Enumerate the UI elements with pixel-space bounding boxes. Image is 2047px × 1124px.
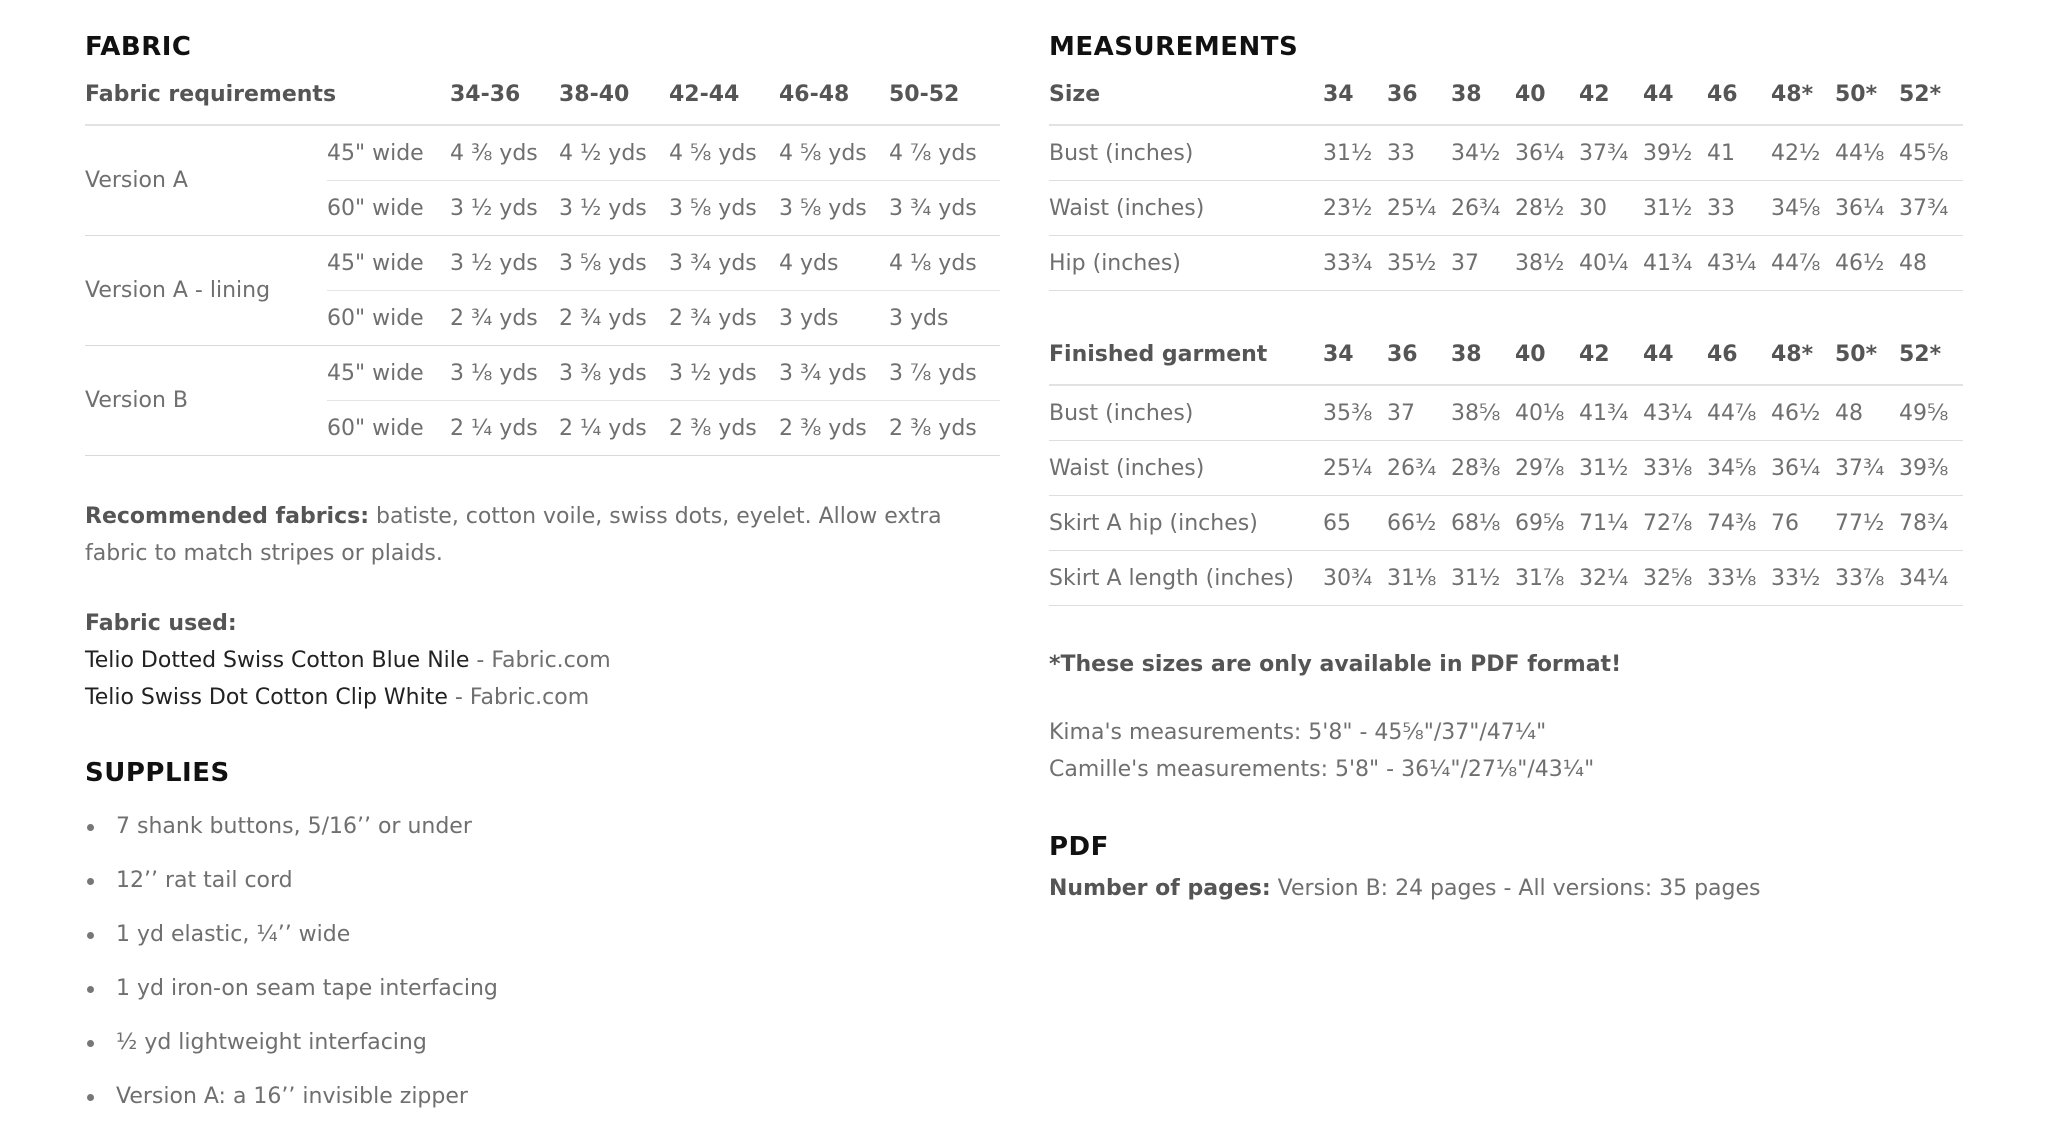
table-row bbox=[85, 236, 1000, 291]
table-cell: 3 ⅝ yds bbox=[559, 236, 669, 291]
table-cell: 3 ½ yds bbox=[450, 181, 559, 236]
supplies-list bbox=[85, 800, 498, 1124]
table-cell: 23½ bbox=[1323, 181, 1387, 236]
row-label: Bust (inches) bbox=[1049, 125, 1323, 181]
table-cell: 32¼ bbox=[1579, 551, 1643, 606]
fabric-link[interactable]: Telio Dotted Swiss Cotton Blue Nile bbox=[85, 648, 470, 673]
table-cell: 2 ¼ yds bbox=[559, 401, 669, 456]
fabric-used bbox=[85, 605, 985, 716]
table-cell: 37¾ bbox=[1899, 181, 1963, 236]
fabric-width: 45" wide bbox=[327, 125, 450, 181]
fabric-heading: FABRIC bbox=[85, 32, 192, 62]
size-header: 52* bbox=[1899, 338, 1963, 385]
table-cell: 3 ¾ yds bbox=[779, 346, 889, 401]
table-cell: 33⅛ bbox=[1643, 441, 1707, 496]
table-row bbox=[1049, 441, 1963, 496]
table-cell: 46½ bbox=[1835, 236, 1899, 291]
table-cell: 71¼ bbox=[1579, 496, 1643, 551]
table-cell: 39½ bbox=[1643, 125, 1707, 181]
table-cell: 31½ bbox=[1323, 125, 1387, 181]
size-header: 36 bbox=[1387, 338, 1451, 385]
table-cell: 3 ¾ yds bbox=[669, 236, 779, 291]
table-cell: 40⅛ bbox=[1515, 385, 1579, 441]
size-header: 50* bbox=[1835, 78, 1899, 125]
table-cell: 33¾ bbox=[1323, 236, 1387, 291]
table-cell: 43¼ bbox=[1707, 236, 1771, 291]
table-cell: 34⅝ bbox=[1771, 181, 1835, 236]
table-cell: 4 ½ yds bbox=[559, 125, 669, 181]
table-cell: 4 ⅜ yds bbox=[450, 125, 559, 181]
table-cell: 31⅛ bbox=[1387, 551, 1451, 606]
size-header: 46 bbox=[1707, 338, 1771, 385]
table-cell: 32⅝ bbox=[1643, 551, 1707, 606]
table-cell: 28½ bbox=[1515, 181, 1579, 236]
table-cell: 44⅞ bbox=[1707, 385, 1771, 441]
table-cell: 3 yds bbox=[889, 291, 1000, 346]
table-cell: 3 ½ yds bbox=[669, 346, 779, 401]
table-cell: 31½ bbox=[1451, 551, 1515, 606]
table-cell: 72⅞ bbox=[1643, 496, 1707, 551]
list-item: Version A: a 16’’ invisible zipper bbox=[85, 1070, 498, 1124]
table-cell: 41¾ bbox=[1579, 385, 1643, 441]
table-cell: 44⅞ bbox=[1771, 236, 1835, 291]
table-cell: 69⅝ bbox=[1515, 496, 1579, 551]
table-cell: 37¾ bbox=[1835, 441, 1899, 496]
table-cell: 30 bbox=[1579, 181, 1643, 236]
table-cell: 3 ½ yds bbox=[559, 181, 669, 236]
list-item: 1 yd iron-on seam tape interfacing bbox=[85, 962, 498, 1016]
fabric-table-header bbox=[85, 78, 1000, 125]
table-cell: 66½ bbox=[1387, 496, 1451, 551]
row-label: Skirt A hip (inches) bbox=[1049, 496, 1323, 551]
table-cell: 31½ bbox=[1579, 441, 1643, 496]
recommended-fabrics bbox=[85, 498, 985, 572]
table-cell: 35⅜ bbox=[1323, 385, 1387, 441]
size-header: 38 bbox=[1451, 338, 1515, 385]
fabric-size-header: 46-48 bbox=[779, 78, 889, 125]
table-row bbox=[85, 346, 1000, 401]
table-cell: 4 ⅞ yds bbox=[889, 125, 1000, 181]
table-cell: 29⅞ bbox=[1515, 441, 1579, 496]
row-label: Hip (inches) bbox=[1049, 236, 1323, 291]
version-label: Version B bbox=[85, 346, 327, 456]
table-cell: 46½ bbox=[1771, 385, 1835, 441]
fabric-used-item bbox=[85, 679, 985, 716]
table-cell: 26¾ bbox=[1387, 441, 1451, 496]
table-cell: 3 ⅞ yds bbox=[889, 346, 1000, 401]
fabric-width: 60" wide bbox=[327, 291, 450, 346]
table-cell: 76 bbox=[1771, 496, 1835, 551]
fabric-width: 45" wide bbox=[327, 236, 450, 291]
table-cell: 2 ¾ yds bbox=[669, 291, 779, 346]
model-measurements bbox=[1049, 714, 1949, 788]
table-cell: 33 bbox=[1387, 125, 1451, 181]
table-cell: 78¾ bbox=[1899, 496, 1963, 551]
table-cell: 38⅝ bbox=[1451, 385, 1515, 441]
table-cell: 38½ bbox=[1515, 236, 1579, 291]
table-row bbox=[1049, 385, 1963, 441]
fabric-link[interactable]: Telio Swiss Dot Cotton Clip White bbox=[85, 685, 448, 710]
size-header: 42 bbox=[1579, 338, 1643, 385]
table-cell: 4 ⅝ yds bbox=[669, 125, 779, 181]
measurements-heading: MEASUREMENTS bbox=[1049, 32, 1299, 62]
table-cell: 48 bbox=[1835, 385, 1899, 441]
table-cell: 37 bbox=[1387, 385, 1451, 441]
table-cell: 3 ½ yds bbox=[450, 236, 559, 291]
list-item: ½ yd lightweight interfacing bbox=[85, 1016, 498, 1070]
table-cell: 2 ¾ yds bbox=[559, 291, 669, 346]
fabric-size-header: 34-36 bbox=[450, 78, 559, 125]
table-cell: 40¼ bbox=[1579, 236, 1643, 291]
fabric-size-header: 42-44 bbox=[669, 78, 779, 125]
table-cell: 3 yds bbox=[779, 291, 889, 346]
table-cell: 3 ⅛ yds bbox=[450, 346, 559, 401]
table-cell: 48 bbox=[1899, 236, 1963, 291]
fabric-used-item bbox=[85, 642, 985, 679]
size-header: 36 bbox=[1387, 78, 1451, 125]
size-header: 38 bbox=[1451, 78, 1515, 125]
version-label: Version A bbox=[85, 125, 327, 236]
table-cell: 2 ¼ yds bbox=[450, 401, 559, 456]
table-cell: 41¾ bbox=[1643, 236, 1707, 291]
finished-header bbox=[1049, 338, 1963, 385]
table-cell: 31⅞ bbox=[1515, 551, 1579, 606]
table-cell: 2 ¾ yds bbox=[450, 291, 559, 346]
table-row bbox=[1049, 181, 1963, 236]
table-cell: 77½ bbox=[1835, 496, 1899, 551]
size-header: 42 bbox=[1579, 78, 1643, 125]
row-label: Waist (inches) bbox=[1049, 441, 1323, 496]
size-header: 50* bbox=[1835, 338, 1899, 385]
table-cell: 31½ bbox=[1643, 181, 1707, 236]
fabric-width: 60" wide bbox=[327, 401, 450, 456]
row-label: Skirt A length (inches) bbox=[1049, 551, 1323, 606]
table-cell: 33 bbox=[1707, 181, 1771, 236]
measurements-header bbox=[1049, 78, 1963, 125]
size-header: 40 bbox=[1515, 338, 1579, 385]
fabric-width: 45" wide bbox=[327, 346, 450, 401]
list-item: 1 yd elastic, ¼’’ wide bbox=[85, 908, 498, 962]
size-header: 40 bbox=[1515, 78, 1579, 125]
table-cell: 35½ bbox=[1387, 236, 1451, 291]
version-label: Version A - lining bbox=[85, 236, 327, 346]
table-cell: 25¼ bbox=[1323, 441, 1387, 496]
table-cell: 4 ⅛ yds bbox=[889, 236, 1000, 291]
table-cell: 68⅛ bbox=[1451, 496, 1515, 551]
fabric-header-label: Fabric requirements bbox=[85, 78, 450, 125]
table-cell: 43¼ bbox=[1643, 385, 1707, 441]
table-cell: 37 bbox=[1451, 236, 1515, 291]
table-cell: 34¼ bbox=[1899, 551, 1963, 606]
recommended-text: batiste, cotton voile, swiss dots, eyelet. Allow extra fabric to match stripes or plaids. bbox=[85, 504, 942, 566]
size-header: 34 bbox=[1323, 338, 1387, 385]
list-item: 7 shank buttons, 5/16’’ or under bbox=[85, 800, 498, 854]
size-header: 46 bbox=[1707, 78, 1771, 125]
table-cell: 44⅛ bbox=[1835, 125, 1899, 181]
model-measurement: Camille's measurements: 5'8" - 36¼"/27⅛"/43¼" bbox=[1049, 757, 1595, 782]
size-header: 34 bbox=[1323, 78, 1387, 125]
model-measurement: Kima's measurements: 5'8" - 45⅝"/37"/47¼" bbox=[1049, 720, 1547, 745]
pages-text: Version B: 24 pages - All versions: 35 pages bbox=[1270, 876, 1761, 901]
fabric-requirements-table bbox=[85, 78, 1000, 456]
table-cell: 65 bbox=[1323, 496, 1387, 551]
table-row bbox=[1049, 551, 1963, 606]
table-cell: 3 ⅜ yds bbox=[559, 346, 669, 401]
fabric-size-header: 38-40 bbox=[559, 78, 669, 125]
table-cell: 3 ⅝ yds bbox=[779, 181, 889, 236]
table-cell: 4 ⅝ yds bbox=[779, 125, 889, 181]
size-header-label: Size bbox=[1049, 78, 1323, 125]
size-header: 52* bbox=[1899, 78, 1963, 125]
fabric-source: - Fabric.com bbox=[447, 685, 590, 710]
fabric-used-label: Fabric used: bbox=[85, 611, 237, 636]
table-cell: 2 ⅜ yds bbox=[779, 401, 889, 456]
fabric-source: - Fabric.com bbox=[469, 648, 611, 673]
table-cell: 3 ¾ yds bbox=[889, 181, 1000, 236]
row-label: Waist (inches) bbox=[1049, 181, 1323, 236]
size-header: 48* bbox=[1771, 78, 1835, 125]
supplies-heading: SUPPLIES bbox=[85, 758, 230, 788]
finished-garment-table bbox=[1049, 338, 1963, 606]
body-measurements-table bbox=[1049, 78, 1963, 291]
row-label: Bust (inches) bbox=[1049, 385, 1323, 441]
table-cell: 26¾ bbox=[1451, 181, 1515, 236]
pdf-only-footnote: *These sizes are only available in PDF format! bbox=[1049, 652, 1622, 677]
table-cell: 33⅞ bbox=[1835, 551, 1899, 606]
table-row bbox=[85, 125, 1000, 181]
table-cell: 28⅜ bbox=[1451, 441, 1515, 496]
fabric-size-header: 50-52 bbox=[889, 78, 1000, 125]
table-cell: 2 ⅜ yds bbox=[889, 401, 1000, 456]
fabric-width: 60" wide bbox=[327, 181, 450, 236]
table-cell: 74⅜ bbox=[1707, 496, 1771, 551]
table-cell: 41 bbox=[1707, 125, 1771, 181]
table-cell: 33⅛ bbox=[1707, 551, 1771, 606]
table-cell: 36¼ bbox=[1771, 441, 1835, 496]
pages-label: Number of pages: bbox=[1049, 876, 1271, 901]
table-cell: 36¼ bbox=[1835, 181, 1899, 236]
table-row bbox=[1049, 125, 1963, 181]
size-header: 48* bbox=[1771, 338, 1835, 385]
table-cell: 34½ bbox=[1451, 125, 1515, 181]
recommended-label: Recommended fabrics: bbox=[85, 504, 370, 529]
table-cell: 3 ⅝ yds bbox=[669, 181, 779, 236]
table-cell: 25¼ bbox=[1387, 181, 1451, 236]
table-cell: 49⅝ bbox=[1899, 385, 1963, 441]
pdf-heading: PDF bbox=[1049, 832, 1109, 862]
table-cell: 30¾ bbox=[1323, 551, 1387, 606]
table-cell: 4 yds bbox=[779, 236, 889, 291]
table-cell: 39⅜ bbox=[1899, 441, 1963, 496]
table-cell: 34⅝ bbox=[1707, 441, 1771, 496]
pdf-pages bbox=[1049, 870, 1949, 907]
table-cell: 2 ⅜ yds bbox=[669, 401, 779, 456]
table-cell: 45⅝ bbox=[1899, 125, 1963, 181]
table-row bbox=[1049, 496, 1963, 551]
finished-header-label: Finished garment bbox=[1049, 338, 1323, 385]
table-row bbox=[1049, 236, 1963, 291]
table-cell: 33½ bbox=[1771, 551, 1835, 606]
table-cell: 42½ bbox=[1771, 125, 1835, 181]
size-header: 44 bbox=[1643, 338, 1707, 385]
table-cell: 36¼ bbox=[1515, 125, 1579, 181]
table-cell: 37¾ bbox=[1579, 125, 1643, 181]
list-item: 12’’ rat tail cord bbox=[85, 854, 498, 908]
size-header: 44 bbox=[1643, 78, 1707, 125]
